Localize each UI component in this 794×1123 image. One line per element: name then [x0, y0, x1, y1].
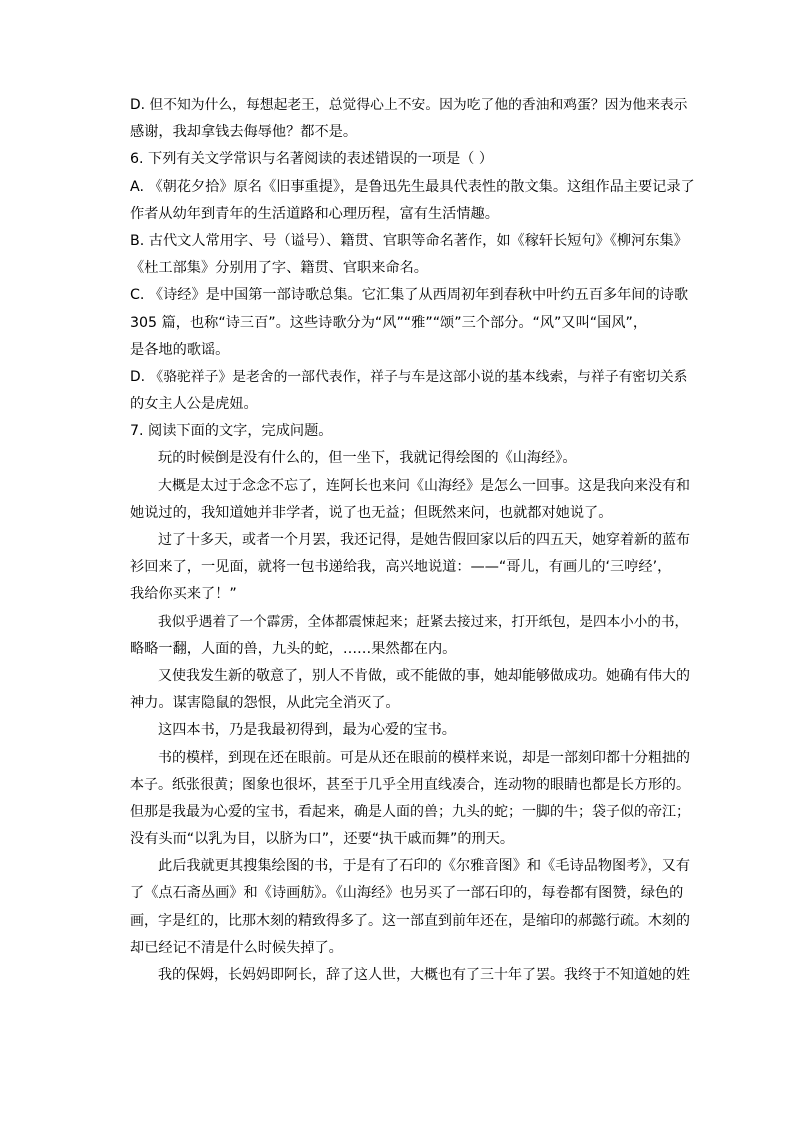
text-line: 画，字是红的，比那木刻的精致得多了。这一部直到前年还在，是缩印的郝懿行疏。木刻的 [130, 912, 690, 929]
text-line: C. 《诗经》是中国第一部诗歌总集。它汇集了从西周初年到春秋中叶约五百多年间的诗歌 [130, 287, 689, 304]
text-line: 又使我发生新的敬意了，别人不肯做，或不能做的事，她却能够做成功。她确有伟大的 [158, 667, 690, 684]
text-line: 6. 下列有关文学常识与名著阅读的表述错误的一项是（ ） [130, 151, 494, 168]
text-line: 书的模样，到现在还在眼前。可是从还在眼前的模样来说，却是一部刻印都十分粗拙的 [158, 749, 690, 766]
text-line: 7. 阅读下面的文字，完成问题。 [130, 423, 333, 440]
text-line: 她说过的，我知道她并非学者，说了也无益；但既然来问，也就都对她说了。 [130, 504, 613, 521]
text-line: A. 《朝花夕拾》原名《旧事重提》，是鲁迅先生最具代表性的散文集。这组作品主要记录了 [130, 178, 695, 195]
text-line: 《杜工部集》分别用了字、籍贯、官职来命名。 [130, 260, 428, 277]
text-line: 大概是太过于念念不忘了，连阿长也来问《山海经》是怎么一回事。这是我向来没有和 [158, 477, 690, 494]
text-line: 玩的时候倒是没有什么的，但一坐下，我就记得绘图的《山海经》。 [158, 450, 577, 467]
text-line: 此后我就更其搜集绘图的书，于是有了石印的《尔雅音图》和《毛诗品物图考》，又有 [158, 858, 691, 875]
text-line: 这四本书，乃是我最初得到，最为心爱的宝书。 [158, 722, 456, 739]
text-line: 了《点石斋丛画》和《诗画舫》。《山海经》也另买了一部石印的，每卷都有图赞，绿色的 [130, 885, 684, 902]
text-line: D. 《骆驼祥子》是老舍的一部代表作，祥子与车是这部小说的基本线索，与祥子有密切关系 [130, 368, 688, 385]
text-line: 但那是我最为心爱的宝书，看起来，确是人面的兽；九头的蛇；一脚的牛；袋子似的帝江； [130, 803, 690, 820]
text-line: 神力。谋害隐鼠的怨恨，从此完全消灭了。 [130, 695, 400, 712]
text-line: 本子。纸张很黄；图象也很坏，甚至于几乎全用直线凑合，连动物的眼睛也都是长方形的。 [130, 776, 690, 793]
text-line: 是各地的歌谣。 [130, 341, 230, 358]
text-line: 感谢，我却拿钱去侮辱他？都不是。 [130, 124, 358, 141]
text-line: 我似乎遇着了一个霹雳，全体都震悚起来；赶紧去接过来，打开纸包，是四本小小的书， [158, 613, 689, 630]
text-line: 我的保姆，长妈妈即阿长，辞了这人世，大概也有了三十年了罢。我终于不知道她的姓 [158, 967, 690, 983]
text-line: B. 古代文人常用字、号（谥号）、籍贯、官职等命名著作，如《稼轩长短句》《柳河东集》 [130, 232, 688, 249]
text-line: 作者从幼年到青年的生活道路和心理历程，富有生活情趣。 [130, 205, 499, 222]
text-line: 305 篇，也称“诗三百”。这些诗歌分为“风”“雅”“颂”三个部分。“风”又叫“国风”， [130, 314, 648, 331]
text-line: 没有头而“以乳为目，以脐为口”，还要“执干戚而舞”的刑天。 [130, 831, 515, 848]
text-line: D. 但不知为什么，每想起老王，总觉得心上不安。因为吃了他的香油和鸡蛋？因为他来表示 [130, 97, 688, 113]
text-line: 略略一翻，人面的兽，九头的蛇，……果然都在内。 [130, 640, 457, 657]
text-line: 过了十多天，或者一个月罢，我还记得，是她告假回家以后的四五天，她穿着新的蓝布 [158, 532, 690, 548]
text-line: 衫回来了，一见面，就将一包书递给我，高兴地说道：——“哥儿，有画儿的‘三哼经’， [130, 559, 672, 576]
text-line: 却已经记不清是什么时候失掉了。 [130, 939, 343, 956]
document-body [130, 92, 695, 989]
text-line: 我给你买来了！” [130, 586, 237, 603]
text-line: 的女主人公是虎妞。 [130, 396, 258, 413]
